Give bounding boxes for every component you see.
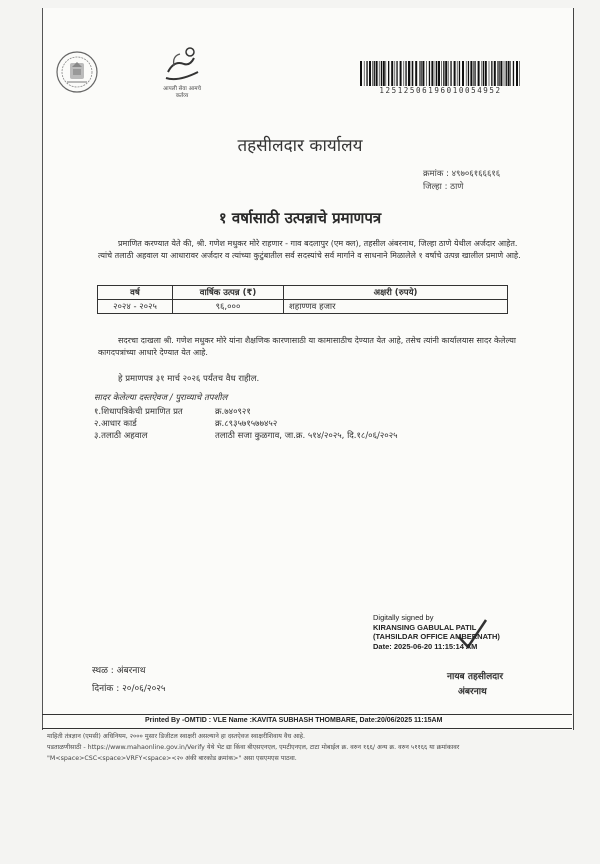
- col-income: वार्षिक उत्पन्न (₹): [173, 286, 284, 300]
- barcode-bar: [457, 61, 458, 86]
- printed-by: Printed By -OMTID : VLE Name :KAVITA SUBHASH THOMBARE, Date:20/06/2025 11:15AM: [145, 717, 443, 724]
- footer-legal-note: माहिती तंत्रज्ञान (एमसी) अधिनियम, २००० मुसार डिजीटल स्वाक्षरी असल्याने हा दस्तऐवज स्वाक्षरीशिवाय वैध आहे.: [47, 733, 306, 740]
- barcode-bar: [419, 61, 420, 86]
- barcode-bar: [473, 61, 474, 86]
- barcode-bar: [386, 61, 387, 86]
- barcode-bar: [519, 61, 520, 86]
- validity-statement: हे प्रमाणपत्र ३१ मार्च २०२६ पर्यंतच वैध राहील.: [118, 374, 260, 384]
- district: जिल्हा : ठाणे: [423, 182, 464, 192]
- certificate-title: १ वर्षासाठी उत्पन्नाचे प्रमाणपत्र: [218, 209, 382, 227]
- digital-signature: [373, 613, 500, 651]
- document-detail: तलाठी सजा कुळगाव, जा.क्र. ५१४/२०२५, दि.१८/०६/२०२५: [215, 431, 398, 441]
- cell-in-words: शहाण्णव हजार: [284, 300, 508, 314]
- barcode-bar: [474, 61, 475, 86]
- barcode-bar: [443, 61, 444, 86]
- barcode-bar: [441, 61, 442, 86]
- designation-place: अंबरनाथ: [458, 687, 487, 697]
- barcode-bar: [438, 61, 440, 86]
- barcode-bar: [468, 61, 469, 86]
- barcode-bar: [435, 61, 436, 86]
- barcode-bar: [379, 61, 380, 86]
- issue-date: दिनांक : २०/०६/२०२५: [92, 684, 166, 694]
- income-table-header: [98, 286, 508, 300]
- purpose-paragraph: सदरचा दाखला श्री. गणेश मधुकर मोरे यांना शैक्षणिक कारणासाठी या कामासाठीच देण्यात येत आहे, तसेच त्यांनी कार्यालयास सादर केलेल्या कागदपत्रांच्या आधारे देण्यात येत आहे.: [98, 336, 516, 357]
- signature-office: (TAHSILDAR OFFICE AMBERNATH): [373, 632, 500, 641]
- document-detail: क्र.७४०९२१: [215, 407, 251, 417]
- barcode-bar: [404, 61, 405, 86]
- footer-sms-format: "M<space>CSC<space>VRFY<space><२० अंकी बारकोड क्रमांक>" असा एसएमएस पाठवा.: [47, 755, 297, 762]
- barcode-bar: [506, 61, 507, 86]
- signature-date: Date: 2025-06-20 11:15:14 AM: [373, 641, 478, 651]
- document-detail: क्र.८९३५७१५७७४५२: [215, 419, 278, 429]
- barcode-bar: [429, 61, 430, 86]
- barcode-bar: [381, 61, 382, 86]
- barcode-bar: [412, 61, 413, 86]
- barcode-bar: [408, 61, 410, 86]
- footer-verify-instructions: पडताळणीसाठी - https://www.mahaonline.gov.in/Verify येथे भेट द्या किंवा बीएसएनएल, एमटीएनएल, टाटा मोबाईल क्र. वरुन १६६/ अन्य क्र. वरुन ५११६६ या क्रमांकावर: [47, 744, 460, 751]
- barcode-bar: [482, 61, 483, 86]
- aapli-seva-logo: [160, 42, 204, 104]
- divider: [42, 728, 572, 729]
- barcode-bar: [448, 61, 449, 86]
- barcode-bar: [405, 61, 406, 86]
- barcode-bar: [426, 61, 427, 86]
- barcode-bar: [372, 61, 373, 86]
- logo-caption: आपली सेवा आमचे कर्तव्य: [163, 86, 201, 99]
- barcode-bar: [360, 61, 362, 86]
- intro-paragraph: प्रमाणित करण्यात येते की, श्री. गणेश मधुकर मोरे राहणार - गाव बदलापुर (एम क्ल), तहसील अंबरनाथ, जिल्हा ठाणे येथील अर्जदार आहेत. त्यांचे तलाठी अहवाल या आधारावर अर्जदार व त्यांच्या कुटुंबातील सर्व सदस्यांचे सर्व मार्गाने व साधनाने मिळालेले १ वर्षाचे उत्पन्न खालील प्रमाणे आहे.: [98, 239, 521, 260]
- barcode-bar: [513, 61, 514, 86]
- col-year: वर्ष: [98, 286, 173, 300]
- office-title: तहसीलदार कार्यालय: [237, 136, 363, 156]
- certificate-number: क्रमांक : ४९७०६१६६६१६: [423, 169, 501, 179]
- barcode-bar: [450, 61, 451, 86]
- table-row: [98, 300, 508, 314]
- barcode-bar: [366, 61, 367, 86]
- barcode-bar: [396, 61, 397, 86]
- barcode-bar: [466, 61, 467, 86]
- hands-logo-icon: [160, 42, 204, 86]
- col-in-words: अक्षरी (रुपये): [284, 286, 508, 300]
- signature-name: KIRANSING GABULAL PATIL: [373, 622, 477, 632]
- barcode-bar: [420, 61, 421, 86]
- state-emblem-seal: [55, 50, 99, 94]
- cell-year: २०२४ - २०२५: [98, 300, 173, 314]
- barcode-bar: [431, 61, 433, 86]
- barcode-bar: [462, 61, 464, 86]
- barcode-bar: [388, 61, 389, 86]
- barcode-bar: [483, 61, 484, 86]
- barcode-bar: [376, 61, 378, 86]
- barcode-bar: [436, 61, 437, 86]
- barcode-bar: [510, 61, 511, 86]
- barcode-bar: [391, 61, 393, 86]
- barcode-bar: [497, 61, 498, 86]
- barcode-bar: [422, 61, 424, 86]
- barcode-bar: [478, 61, 480, 86]
- barcode-bar: [374, 61, 375, 86]
- barcode-bar: [415, 61, 417, 86]
- barcode-bar: [400, 61, 402, 86]
- barcode-bar: [491, 61, 492, 86]
- barcode-bar: [445, 61, 447, 86]
- barcode-bar: [494, 61, 496, 86]
- documents-heading: सादर केलेल्या दस्तऐवज / पुराव्याचे तपशील: [94, 393, 228, 403]
- barcode-bar: [383, 61, 385, 86]
- income-table: [97, 285, 508, 314]
- barcode-number: 125125061960100549​52: [379, 86, 502, 95]
- barcode-bar: [411, 61, 412, 86]
- barcode-bar: [470, 61, 472, 86]
- barcode-bar: [454, 61, 456, 86]
- certificate-barcode: [360, 61, 521, 86]
- barcode-bar: [500, 61, 502, 86]
- barcode-bar: [498, 61, 499, 86]
- document-item: ३.तलाठी अहवाल: [94, 431, 148, 441]
- barcode-bar: [489, 61, 490, 86]
- barcode-bar: [369, 61, 371, 86]
- cell-income: ९६,०००: [173, 300, 284, 314]
- document-item: १.शिधापत्रिकेची प्रमाणित प्रत: [94, 407, 183, 417]
- place: स्थळ : अंबरनाथ: [92, 666, 146, 676]
- barcode-bar: [485, 61, 487, 86]
- barcode-bar: [508, 61, 510, 86]
- barcode-bar: [459, 61, 460, 86]
- barcode-bar: [364, 61, 365, 86]
- barcode-bar: [395, 61, 396, 86]
- divider: [42, 714, 572, 715]
- document-item: २.आधार कार्ड: [94, 419, 137, 429]
- barcode-bar: [516, 61, 518, 86]
- signature-line: Digitally signed by: [373, 613, 434, 622]
- designation: नायब तहसीलदार: [447, 672, 504, 682]
- barcode-bar: [504, 61, 505, 86]
